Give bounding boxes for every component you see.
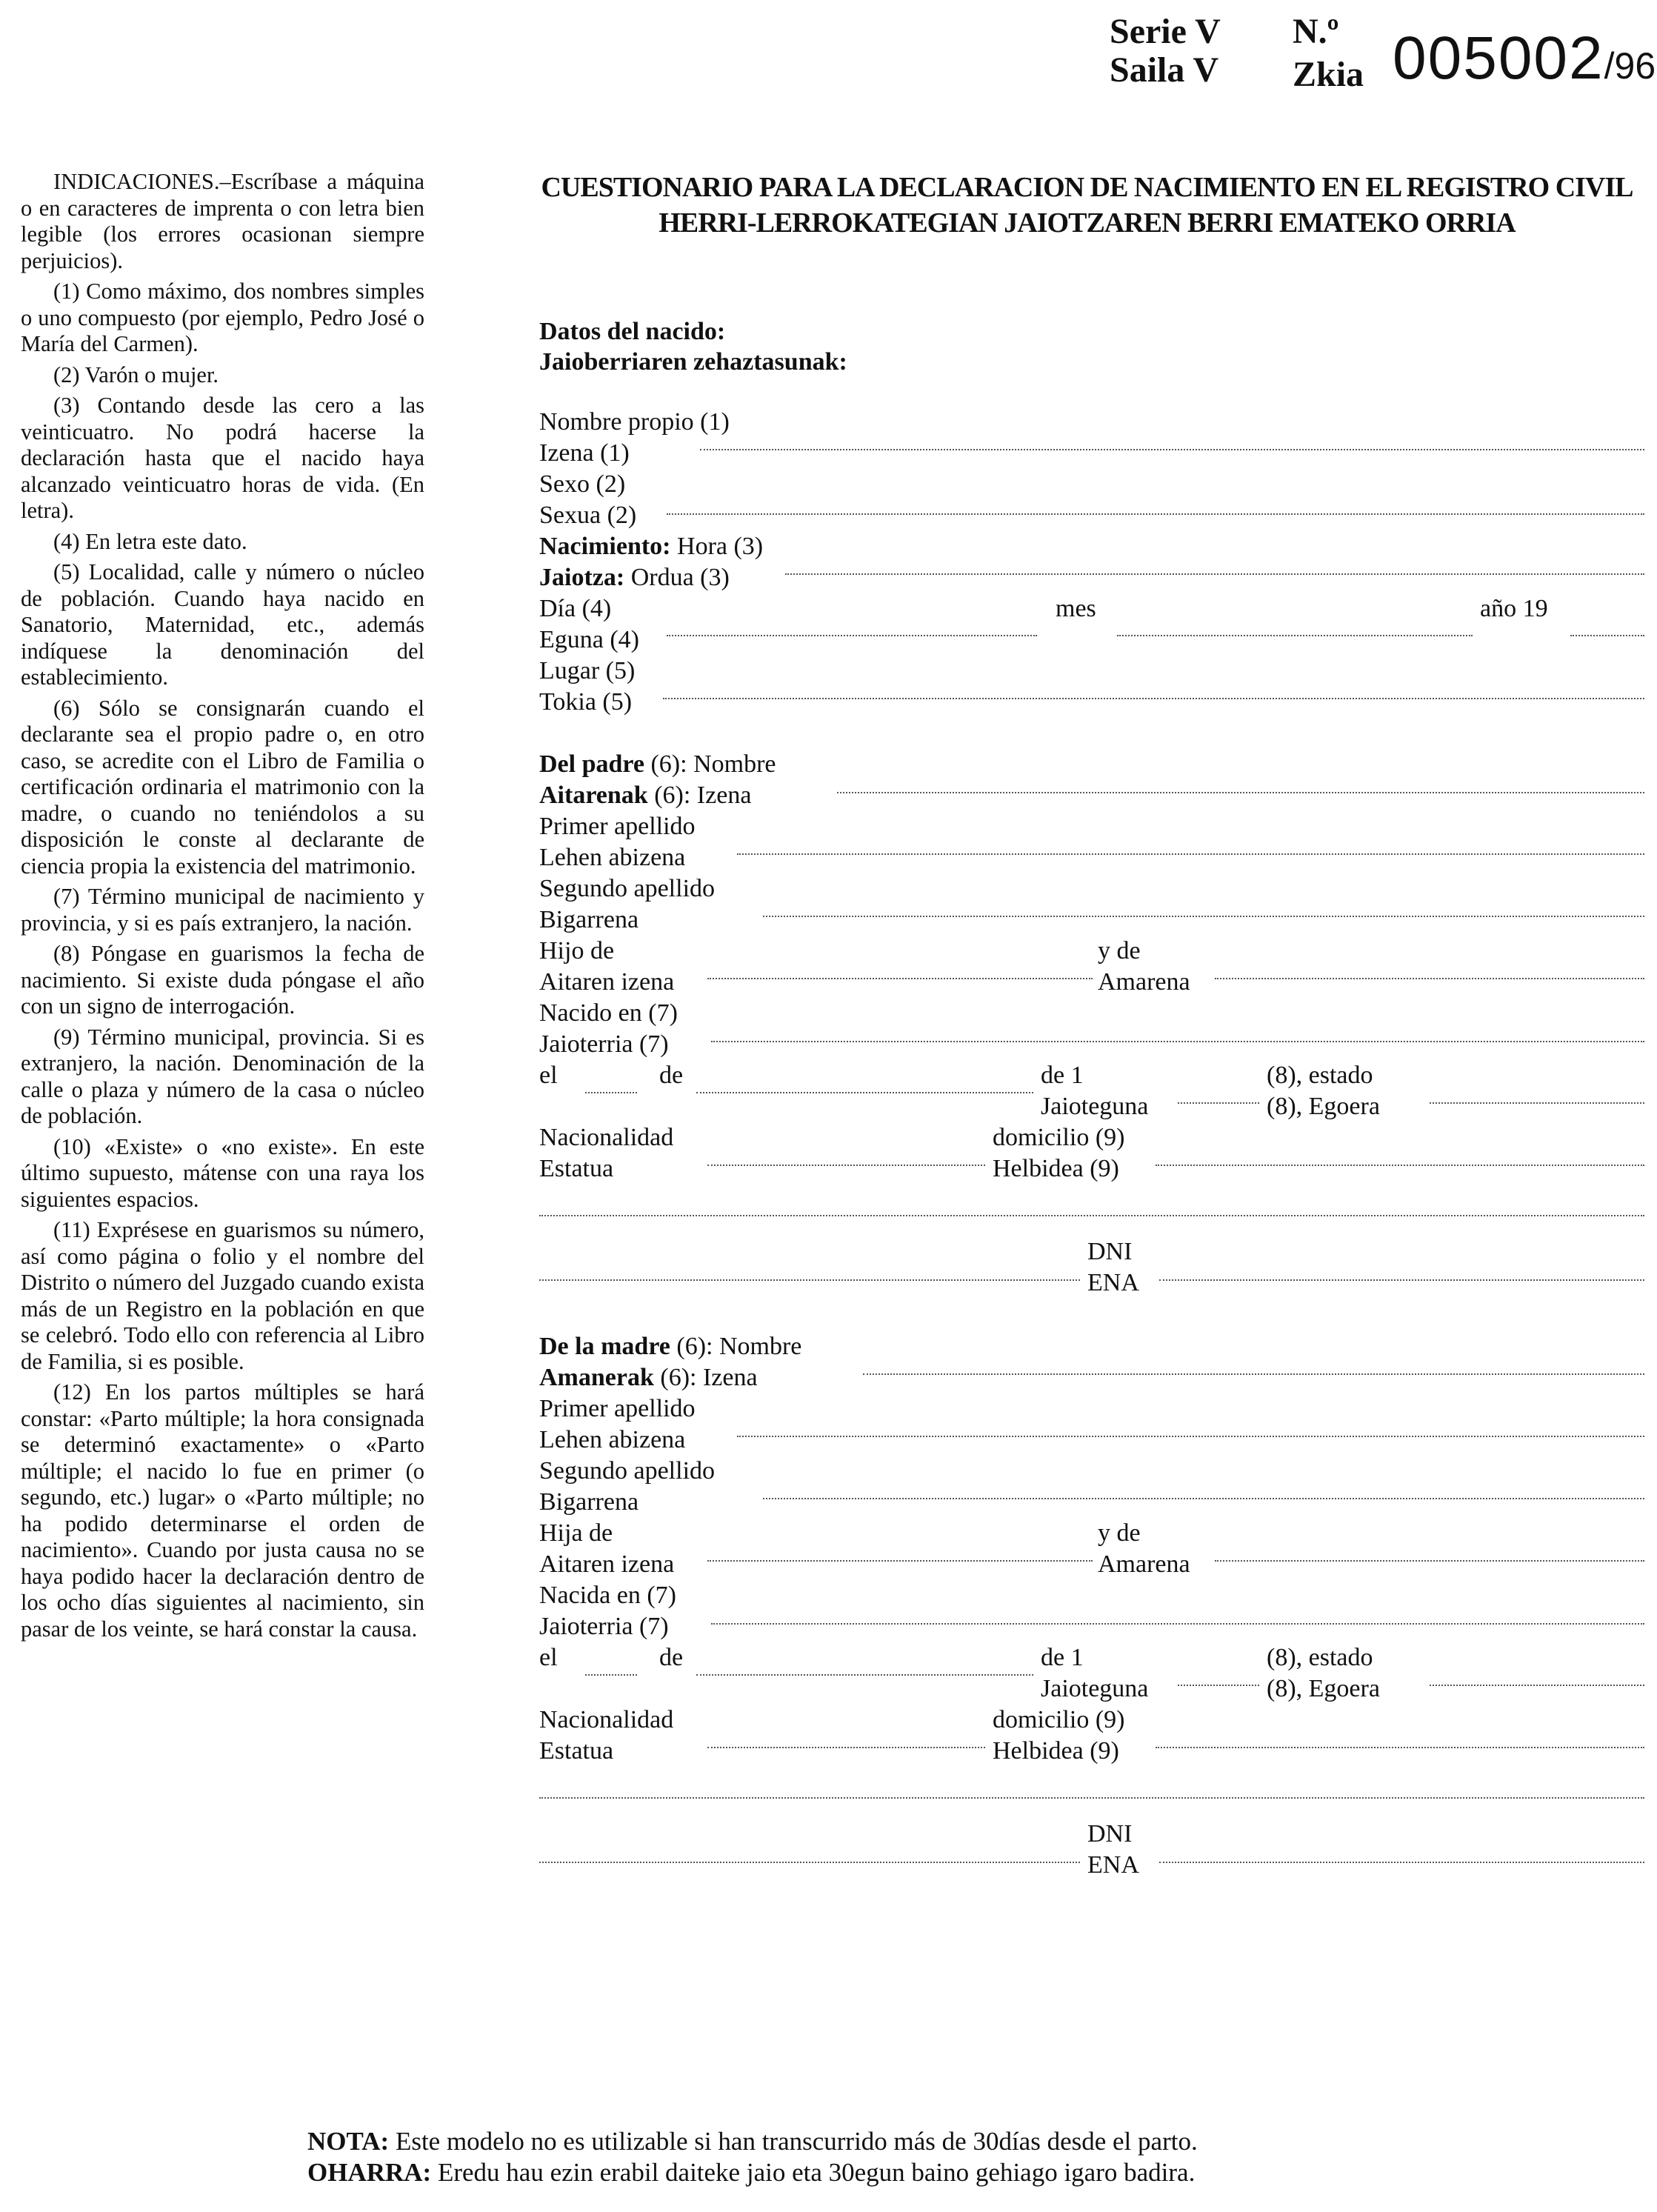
padre-domicilio-field[interactable]	[1156, 1165, 1644, 1166]
instruction-11: (11) Exprésese en guarismos su número, así como página o folio y el nombre del Distrito o número del Juzgado cuando exista más de un Registro en la población en que se celebró. Todo ello con referencia al Libro de Familia, si es posible.	[21, 1217, 424, 1374]
serial-digits: 005002	[1393, 24, 1604, 92]
hora-label-es	[539, 532, 763, 562]
oharra-label: OHARRA:	[307, 2158, 432, 2187]
madre-ap1-field[interactable]	[737, 1436, 1644, 1437]
nota-line	[307, 2126, 1198, 2157]
padre-yde-label: y de	[1098, 937, 1141, 965]
padre-estado-label: (8), estado	[1267, 1062, 1373, 1089]
madre-ap2-field[interactable]	[763, 1498, 1644, 1499]
padre-header-es	[539, 750, 776, 779]
madre-ap2-label-es: Segundo apellido	[539, 1457, 716, 1485]
madre-dni-label: DNI	[1087, 1820, 1133, 1848]
lugar-label-es: Lugar (5)	[539, 657, 636, 684]
padre-egoera-label: (8), Egoera	[1267, 1093, 1380, 1120]
hora-label-eu	[539, 563, 730, 593]
sexo-label-eu: Sexua (2)	[539, 502, 637, 529]
padre-nombre-text: (6): Nombre	[644, 750, 776, 778]
padre-nombre-field[interactable]	[837, 792, 1644, 793]
dia-label-es: Día (4)	[539, 595, 612, 622]
padre-dni-field-right[interactable]	[1159, 1279, 1644, 1281]
madre-de1-label: de 1	[1041, 1644, 1084, 1671]
madre-el-label: el	[539, 1644, 558, 1671]
number-label-es: N.º	[1293, 12, 1339, 51]
padre-de1-label: de 1	[1041, 1062, 1084, 1089]
anio-label: año 19	[1480, 595, 1548, 622]
madre-de-label: de	[659, 1644, 684, 1671]
padre-ap1-field[interactable]	[737, 853, 1644, 855]
instruction-4: (4) En letra este dato.	[53, 528, 247, 554]
instruction-1: (1) Como máximo, dos nombres simples o uno compuesto (por ejemplo, Pedro José o María del Carmen).	[21, 279, 424, 356]
lugar-field[interactable]	[663, 698, 1644, 699]
padre-nac-label-eu: Estatua	[539, 1155, 614, 1182]
madre-amarena-label: Amarena	[1098, 1550, 1190, 1578]
form-title-eu: HERRI-LERROKATEGIAN JAIOTZAREN BERRI EMATEKO ORRIA	[659, 207, 1516, 239]
madre-domicilio-field-2[interactable]	[539, 1797, 1644, 1799]
madre-egoera-label: (8), Egoera	[1267, 1675, 1380, 1702]
dia-label-eu: Eguna (4)	[539, 626, 640, 653]
instruction-8: (8) Póngase en guarismos la fecha de nacimiento. Si existe duda póngase el año con un signo de interrogación.	[21, 941, 424, 1019]
padre-dom-label-eu: Helbidea (9)	[993, 1155, 1119, 1182]
serial-suffix: /96	[1604, 45, 1656, 87]
instruction-6: (6) Sólo se consignarán cuando el declarante sea el propio padre o, en otro caso, se acredite con el Libro de Familia o certificación ordinaria el matrimonio con la madre, o cuando no teniéndolos a su disposición le conste al declarante de ciencia propia la existencia del matrimonio.	[21, 695, 424, 879]
madre-nac-label-es: Nacionalidad	[539, 1706, 674, 1733]
padre-jaioteguna-label: Jaioteguna	[1041, 1093, 1149, 1120]
madre-dni-field-left[interactable]	[539, 1862, 1080, 1863]
padre-hijo-label-es: Hijo de	[539, 937, 615, 965]
jaiotza-bold: Jaiotza:	[539, 564, 625, 591]
madre-ap1-label-es: Primer apellido	[539, 1395, 696, 1422]
form-title-es: CUESTIONARIO PARA LA DECLARACION DE NACIMIENTO EN EL REGISTRO CIVIL	[541, 172, 1633, 203]
oharra-line	[307, 2157, 1198, 2188]
madre-nacionalidad-field[interactable]	[707, 1747, 985, 1748]
instruction-3: (3) Contando desde las cero a las veinticuatro. No podrá hacerse la declaración hasta que el nacido haya alcanzado veinticuatro horas de vida. (En letra).	[21, 393, 424, 523]
padre-anio-field[interactable]	[1178, 1102, 1259, 1104]
padre-dni-label: DNI	[1087, 1238, 1133, 1265]
instruction-12: (12) En los partos múltiples se hará constar: «Parto múltiple; la hora consignada se determinó exactamente» o «Parto múltiple; el nacido lo fue en primer (o segundo, etc.) lugar» o «Parto múltiple; no ha podido determinarse el orden de nacimiento». Cuando por justa causa no se haya podido hacer la declaración dentro de los ocho días siguientes al nacimiento, sin pasar de los veinte, se hará constar la causa.	[21, 1379, 424, 1642]
sexo-label-es: Sexo (2)	[539, 470, 626, 498]
amanerak-bold: Amanerak	[539, 1364, 654, 1391]
padre-el-label: el	[539, 1062, 558, 1089]
oharra-text: Eredu hau ezin erabil daiteke jaio eta 30egun baino gehiago igaro badira.	[431, 2158, 1196, 2187]
instruction-2: (2) Varón o mujer.	[53, 362, 219, 387]
padre-ap1-label-es: Primer apellido	[539, 813, 696, 840]
madre-jaioteguna-label: Jaioteguna	[1041, 1675, 1149, 1702]
madre-dom-label-es: domicilio (9)	[993, 1706, 1125, 1733]
madre-dia-field[interactable]	[585, 1674, 637, 1676]
madre-nac-label-eu: Estatua	[539, 1737, 614, 1765]
instruction-intro: INDICACIONES.–Escríbase a máquina o en caracteres de imprenta o con letra bien legible (los errores ocasionan siempre perjuicios).	[21, 169, 424, 273]
madre-hija-label-eu: Aitaren izena	[539, 1550, 675, 1578]
instruction-5: (5) Localidad, calle y número o núcleo de población. Cuando haya nacido en Sanatorio, Maternidad, etc., además indíquese la denominación del establecimiento.	[21, 559, 424, 690]
padre-padre-name-field[interactable]	[707, 978, 1093, 979]
padre-dni-field-left[interactable]	[539, 1279, 1080, 1281]
madre-header-eu	[539, 1363, 758, 1393]
madre-ena-label: ENA	[1087, 1851, 1139, 1879]
hora-field[interactable]	[785, 573, 1644, 575]
madre-ap2-label-eu: Bigarrena	[539, 1488, 639, 1516]
nota-text: Este modelo no es utilizable si han transcurrido más de 30días desde el parto.	[389, 2127, 1198, 2156]
serie-label-eu: Saila V	[1110, 50, 1219, 90]
madre-dom-label-eu: Helbidea (9)	[993, 1737, 1119, 1765]
lugar-label-eu: Tokia (5)	[539, 688, 633, 716]
anio-field[interactable]	[1570, 635, 1644, 636]
mes-label: mes	[1056, 595, 1096, 622]
instruction-9: (9) Término municipal, provincia. Si es extranjero, la nación. Denominación de la calle o plaza y número de la casa o núcleo de población.	[21, 1024, 424, 1128]
padre-header-eu	[539, 781, 751, 810]
madre-bold: De la madre	[539, 1333, 670, 1360]
padre-dia-field[interactable]	[585, 1092, 637, 1093]
dia-field[interactable]	[667, 635, 1037, 636]
madre-nacida-label-es: Nacida en (7)	[539, 1582, 677, 1609]
footer-note	[307, 2126, 1198, 2188]
padre-dom-label-es: domicilio (9)	[993, 1124, 1125, 1151]
madre-padre-name-field[interactable]	[707, 1560, 1093, 1562]
madre-estado-field[interactable]	[1430, 1685, 1644, 1686]
madre-nacida-label-eu: Jaioterria (7)	[539, 1613, 669, 1640]
madre-estado-label: (8), estado	[1267, 1644, 1373, 1671]
mes-field[interactable]	[1117, 635, 1473, 636]
madre-nombre-text: (6): Nombre	[670, 1333, 802, 1360]
padre-ap2-label-es: Segundo apellido	[539, 875, 716, 902]
serie-label-es: Serie V	[1110, 12, 1221, 51]
sexo-field[interactable]	[667, 513, 1644, 515]
padre-nacido-field[interactable]	[711, 1041, 1644, 1042]
madre-ap1-label-eu: Lehen abizena	[539, 1426, 686, 1453]
instruction-10: (10) «Existe» o «no existe». En este último supuesto, mátense con una raya los siguientes espacios.	[21, 1133, 424, 1212]
padre-nacido-label-eu: Jaioterria (7)	[539, 1030, 669, 1058]
madre-nacida-field[interactable]	[711, 1623, 1644, 1625]
padre-nacido-label-es: Nacido en (7)	[539, 999, 678, 1027]
madre-header-es	[539, 1332, 801, 1362]
hora-text: Hora (3)	[670, 533, 764, 560]
padre-ena-label: ENA	[1087, 1269, 1139, 1296]
padre-amarena-label: Amarena	[1098, 968, 1190, 996]
nombre-label-eu: Izena (1)	[539, 439, 630, 467]
madre-madre-name-field[interactable]	[1215, 1560, 1644, 1562]
madre-hija-label-es: Hija de	[539, 1519, 613, 1547]
padre-ap1-label-eu: Lehen abizena	[539, 844, 686, 871]
instructions-column	[21, 169, 424, 1647]
nacimiento-bold: Nacimiento:	[539, 533, 671, 560]
madre-mes-field[interactable]	[696, 1674, 1033, 1676]
padre-nac-label-es: Nacionalidad	[539, 1124, 674, 1151]
nombre-field[interactable]	[700, 449, 1644, 450]
madre-izena-text: (6): Izena	[653, 1364, 758, 1391]
number-label-eu: Zkia	[1293, 55, 1364, 94]
padre-izena-text: (6): Izena	[647, 782, 752, 809]
padre-estado-field[interactable]	[1430, 1102, 1644, 1104]
ordua-text: Ordua (3)	[624, 564, 730, 591]
padre-mes-field[interactable]	[696, 1092, 1033, 1093]
madre-anio-field[interactable]	[1178, 1685, 1259, 1686]
serial-number	[1393, 24, 1656, 96]
padre-domicilio-field-2[interactable]	[539, 1215, 1644, 1216]
madre-nombre-field[interactable]	[863, 1373, 1644, 1375]
madre-dni-field-right[interactable]	[1159, 1862, 1644, 1863]
nacido-header-es: Datos del nacido:	[539, 318, 726, 345]
aitarenak-bold: Aitarenak	[539, 782, 648, 809]
padre-madre-name-field[interactable]	[1215, 978, 1644, 979]
padre-bold: Del padre	[539, 750, 644, 778]
padre-ap2-field[interactable]	[763, 916, 1644, 917]
padre-nacionalidad-field[interactable]	[707, 1165, 985, 1166]
nota-label: NOTA:	[307, 2127, 390, 2156]
nacido-header-eu: Jaioberriaren zehaztasunak:	[539, 348, 847, 376]
madre-yde-label: y de	[1098, 1519, 1141, 1547]
padre-ap2-label-eu: Bigarrena	[539, 906, 639, 933]
instruction-7: (7) Término municipal de nacimiento y provincia, y si es país extranjero, la nación.	[21, 884, 424, 936]
madre-domicilio-field[interactable]	[1156, 1747, 1644, 1748]
padre-de-label: de	[659, 1062, 684, 1089]
nombre-label-es: Nombre propio (1)	[539, 408, 730, 436]
padre-hijo-label-eu: Aitaren izena	[539, 968, 675, 996]
